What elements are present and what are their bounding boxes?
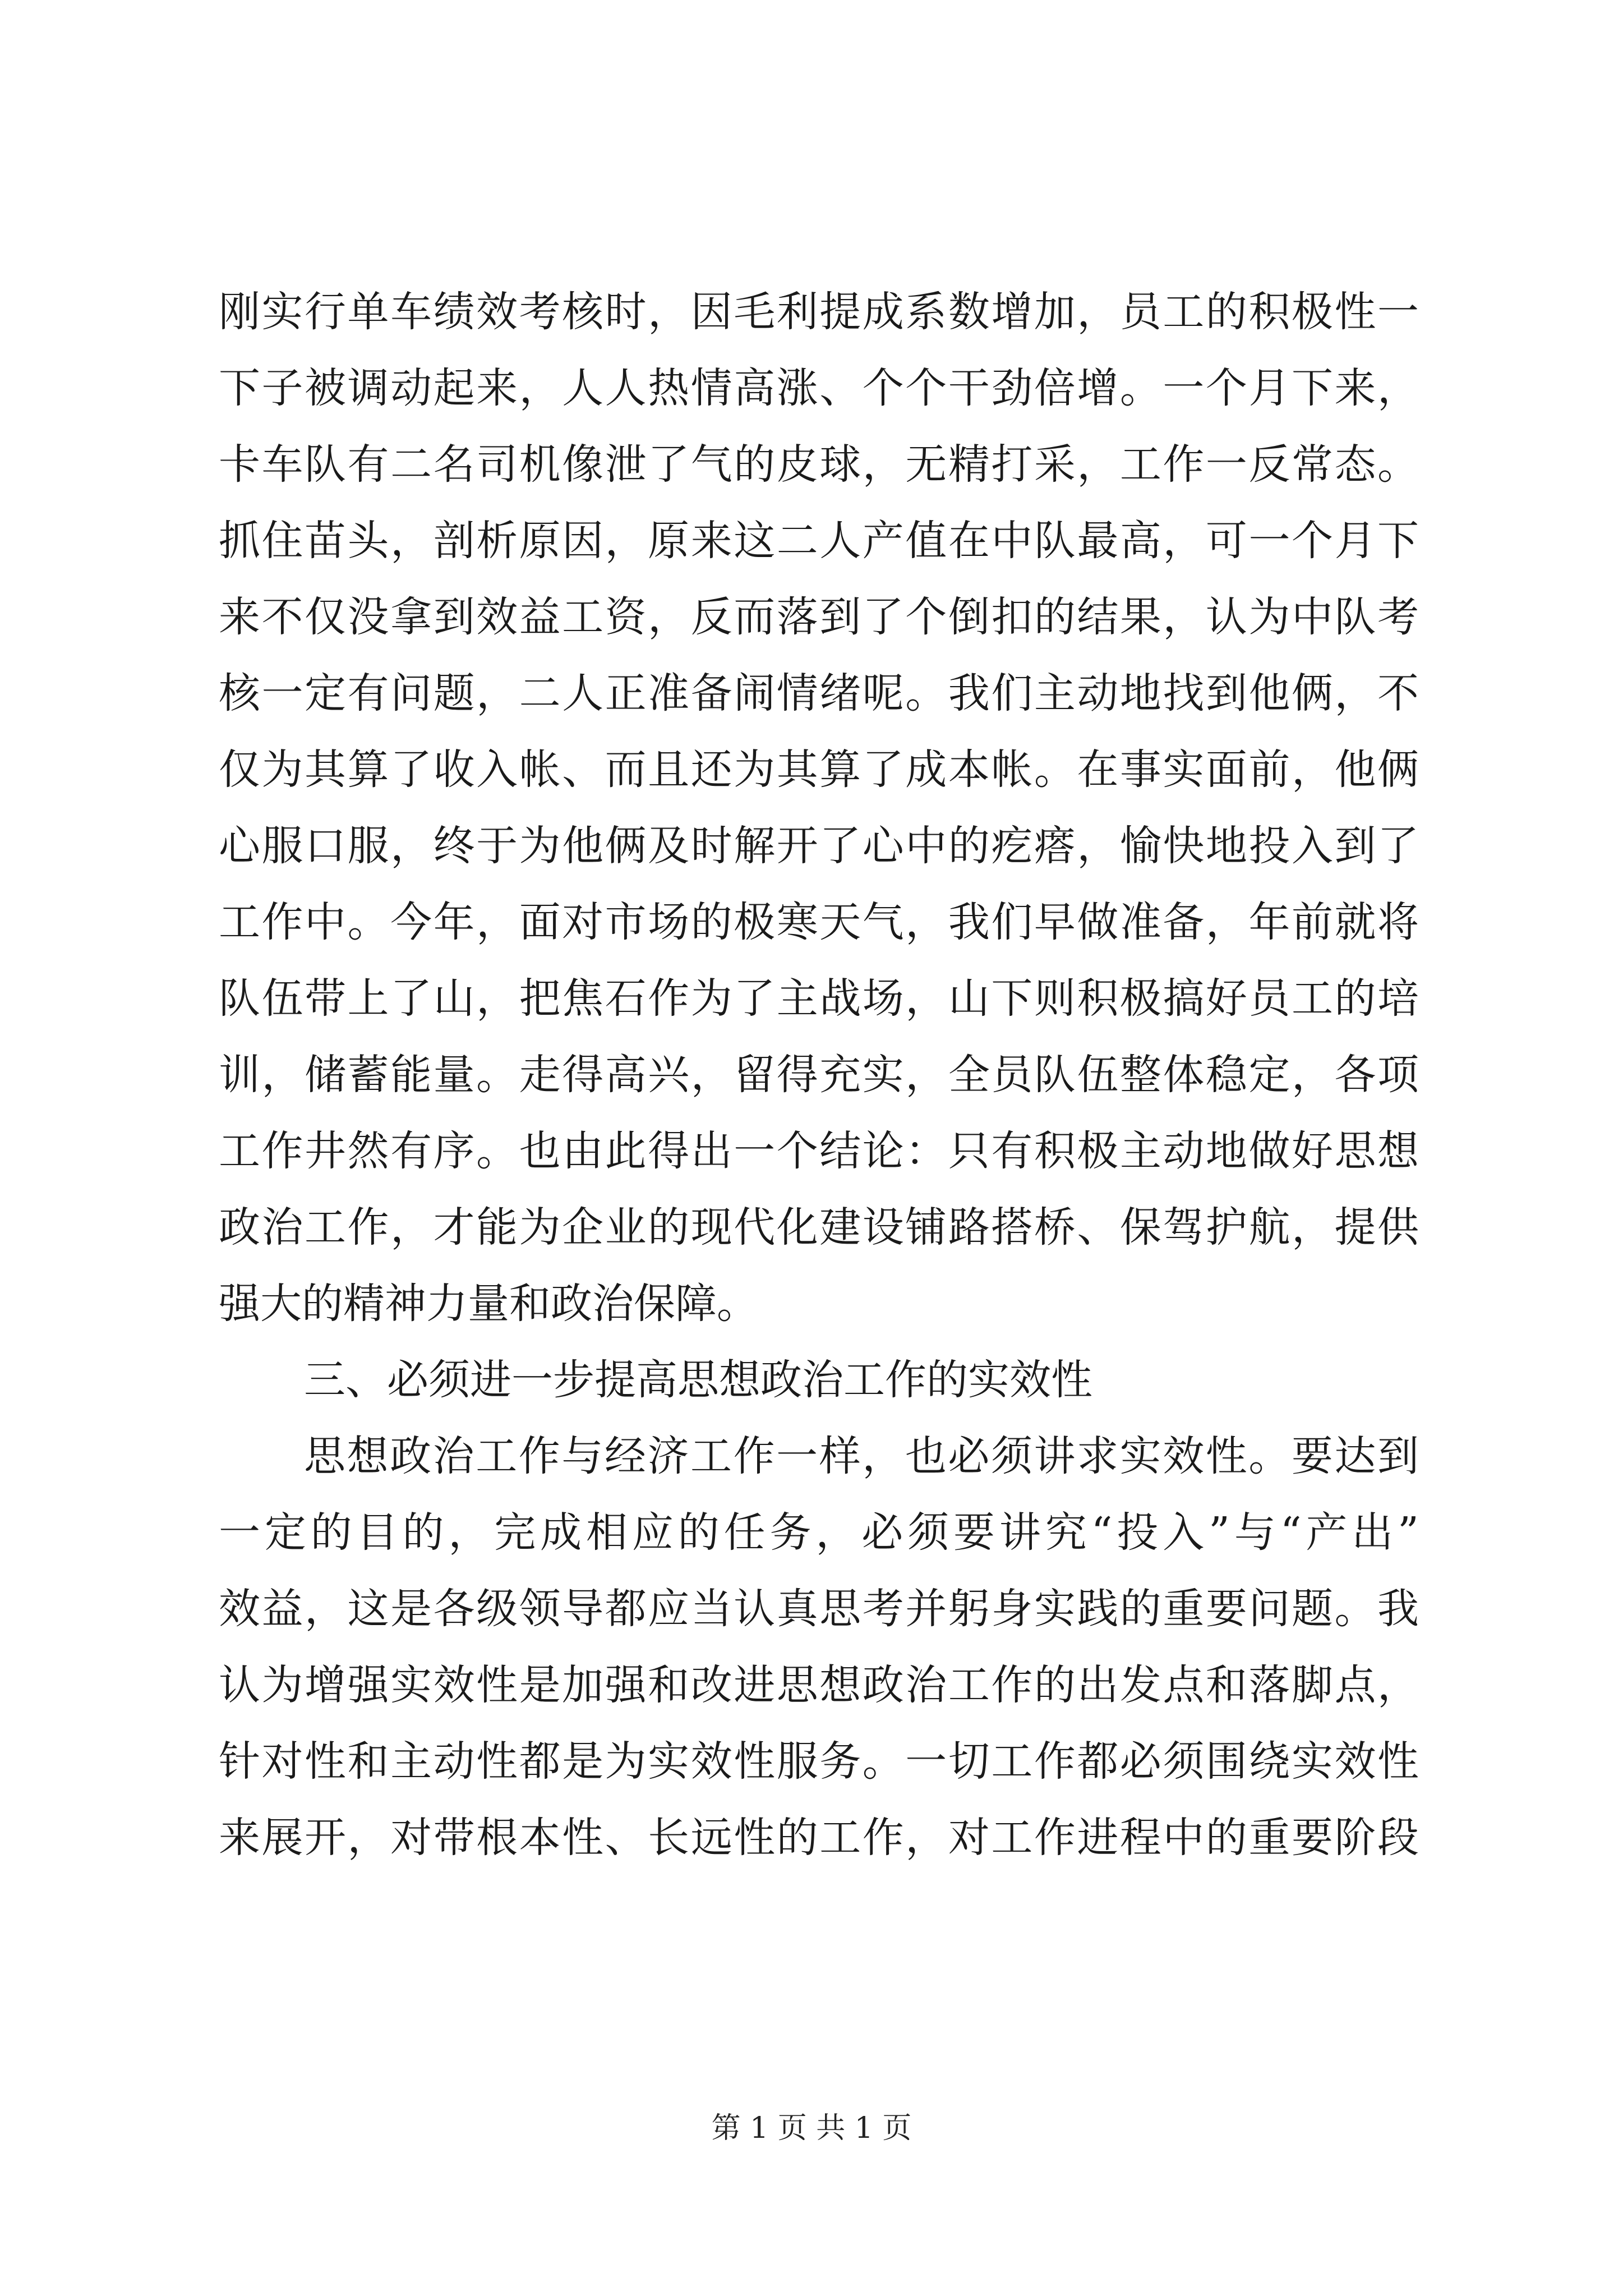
text-line: 抓住苗头，剖析原因，原来这二人产值在中队最高，可一个月下 <box>219 517 1419 565</box>
text-line: 下子被调动起来，人人热情高涨、个个干劲倍增。一个月下来， <box>219 364 1419 412</box>
text-line: 来展开，对带根本性、长远性的工作，对工作进程中的重要阶段 <box>219 1814 1419 1862</box>
text-line: 卡车队有二名司机像泄了气的皮球，无精打采，工作一反常态。 <box>219 440 1419 489</box>
text-line: 心服口服，终于为他俩及时解开了心中的疙瘩，愉快地投入到了 <box>219 822 1419 870</box>
paragraph <box>219 274 1419 1342</box>
text-line: 核一定有问题，二人正准备闹情绪呢。我们主动地找到他俩，不 <box>219 669 1419 717</box>
text-line: 工作中。今年，面对市场的极寒天气，我们早做准备，年前就将 <box>219 898 1419 946</box>
text-line: 强大的精神力量和政治保障。 <box>219 1280 758 1328</box>
text-line: 思想政治工作与经济工作一样，也必须讲求实效性。要达到 <box>304 1432 1419 1480</box>
text-line: 刚实行单车绩效考核时，因毛利提成系数增加，员工的积极性一 <box>219 288 1419 336</box>
text-line: 一定的目的，完成相应的任务，必须要讲究“投入”与“产出” <box>219 1508 1419 1557</box>
text-line: 政治工作，才能为企业的现代化建设铺路搭桥、保驾护航，提供 <box>219 1203 1419 1251</box>
text-line: 效益，这是各级领导都应当认真思考并躬身实践的重要问题。我 <box>219 1585 1419 1633</box>
paragraph <box>219 1418 1419 1876</box>
section-heading <box>219 1342 1419 1418</box>
text-line: 训，储蓄能量。走得高兴，留得充实，全员队伍整体稳定，各项 <box>219 1051 1419 1099</box>
text-line: 认为增强实效性是加强和改进思想政治工作的出发点和落脚点， <box>219 1661 1419 1709</box>
text-line: 来不仅没拿到效益工资，反而落到了个倒扣的结果，认为中队考 <box>219 593 1419 641</box>
text-line: 针对性和主动性都是为实效性服务。一切工作都必须围绕实效性 <box>219 1737 1419 1786</box>
page-number-label: 第 1 页 共 1 页 <box>711 2111 912 2145</box>
heading-line: 三、必须进一步提高思想政治工作的实效性 <box>304 1356 1092 1404</box>
text-line: 仅为其算了收入帐、而且还为其算了成本帐。在事实面前，他俩 <box>219 746 1419 794</box>
text-line: 工作井然有序。也由此得出一个结论：只有积极主动地做好思想 <box>219 1127 1419 1175</box>
text-line: 队伍带上了山，把焦石作为了主战场，山下则积极搞好员工的培 <box>219 974 1419 1023</box>
page-footer <box>0 2110 1623 2146</box>
document-body <box>219 274 1419 1876</box>
